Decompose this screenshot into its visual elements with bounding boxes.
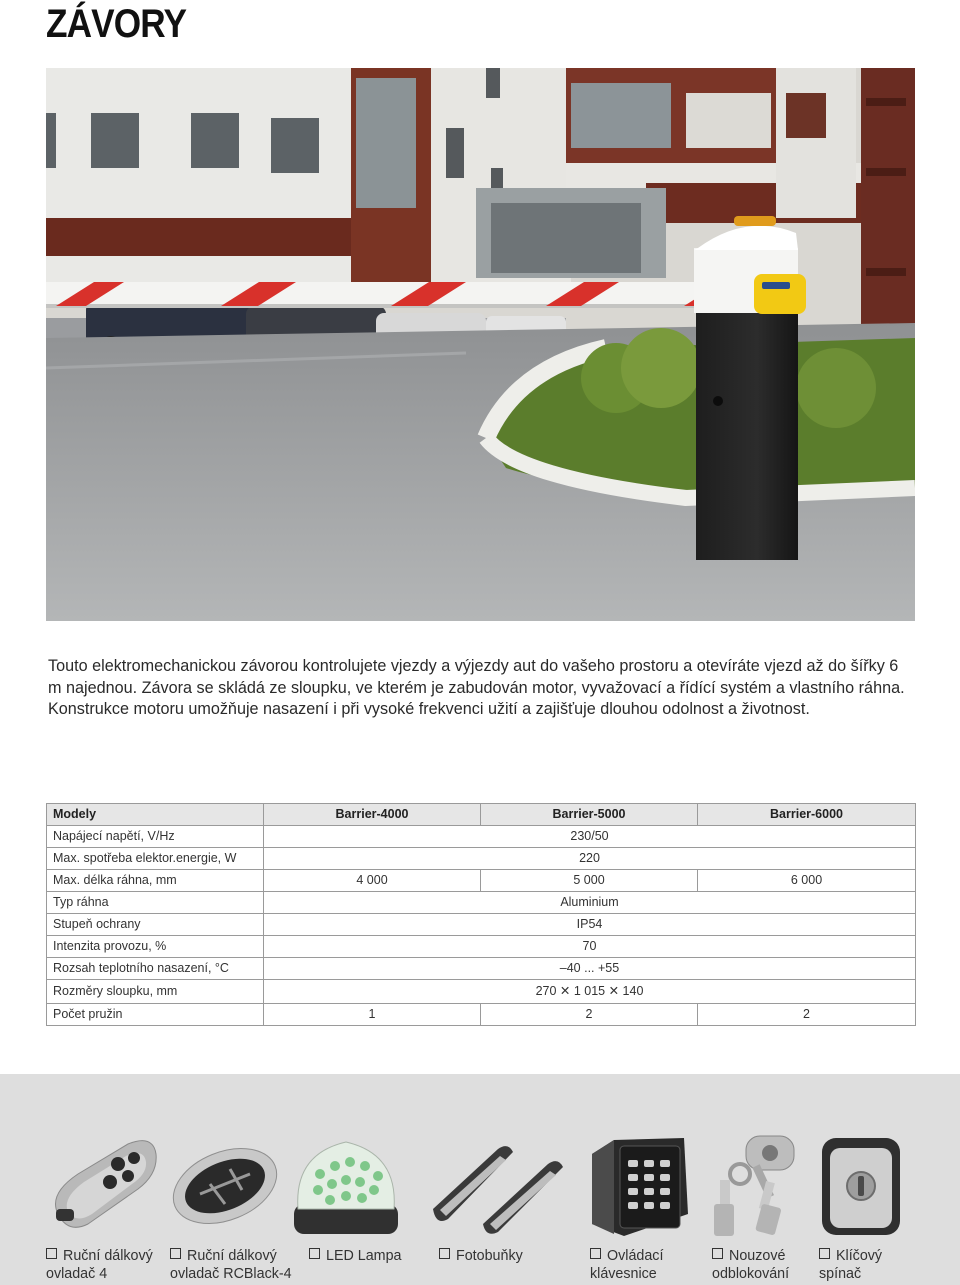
row-value: 270 ✕ 1 015 ✕ 140 <box>264 980 916 1004</box>
row-value: IP54 <box>264 914 916 936</box>
header-barrier-5000: Barrier-5000 <box>481 804 698 826</box>
row-value: 230/50 <box>264 826 916 848</box>
accessory-key-switch: Klíčový spínač <box>819 1248 883 1282</box>
row-value: 6 000 <box>698 870 916 892</box>
row-label: Rozměry sloupku, mm <box>47 980 264 1004</box>
specs-table <box>46 803 916 1026</box>
row-label: Rozsah teplotního nasazení, °C <box>47 958 264 980</box>
row-label: Stupeň ochrany <box>47 914 264 936</box>
remote-control-rcblack-image <box>170 1134 280 1239</box>
table-row <box>47 980 916 1004</box>
header-barrier-4000: Barrier-4000 <box>264 804 481 826</box>
accessory-photocells: Fotobuňky <box>439 1247 523 1265</box>
table-row <box>47 914 916 936</box>
checkbox-icon <box>46 1248 57 1259</box>
row-label: Počet pružin <box>47 1004 264 1026</box>
row-value: Aluminium <box>264 892 916 914</box>
row-value: –40 ... +55 <box>264 958 916 980</box>
barrier-photo <box>46 68 915 621</box>
checkbox-icon <box>819 1248 830 1259</box>
row-label: Typ ráhna <box>47 892 264 914</box>
photocells-image <box>428 1134 568 1239</box>
row-value: 2 <box>481 1004 698 1026</box>
accessory-emergency-release: Nouzové odblokování <box>712 1248 790 1282</box>
table-row <box>47 826 916 848</box>
table-row <box>47 892 916 914</box>
table-row <box>47 1004 916 1026</box>
header-models: Modely <box>47 804 264 826</box>
led-lamp-image <box>290 1134 402 1244</box>
row-value: 5 000 <box>481 870 698 892</box>
table-row <box>47 958 916 980</box>
accessories-section <box>0 1074 960 1285</box>
page-title: ZÁVORY <box>46 2 187 46</box>
accessory-keypad: Ovládací klávesnice <box>590 1248 664 1282</box>
row-value: 2 <box>698 1004 916 1026</box>
row-label: Max. spotřeba elektor.energie, W <box>47 848 264 870</box>
row-value: 1 <box>264 1004 481 1026</box>
key-switch-image <box>818 1134 904 1244</box>
table-row <box>47 870 916 892</box>
checkbox-icon <box>590 1248 601 1259</box>
keypad-image <box>584 1134 692 1244</box>
intro-paragraph: Touto elektromechanickou závorou kontrolujete vjezdy a výjezdy aut do vašeho prostoru a otevíráte vjezd až do šířky 6 m najednou. Závora se skládá ze sloupku, ve kterém je zabudován motor, vyvažovací a řídící systém a vlastního ráhna. Konstrukce motoru umožňuje nasazení i při vysoké frekvenci užití a zajišťuje dlouhou odolnost a životnost. <box>48 657 905 719</box>
row-label: Intenzita provozu, % <box>47 936 264 958</box>
emergency-release-keys-image <box>706 1134 802 1244</box>
checkbox-icon <box>309 1248 320 1259</box>
accessory-remote-control-4: Ruční dálkový ovladač 4 <box>46 1248 153 1282</box>
row-value: 220 <box>264 848 916 870</box>
table-row <box>47 936 916 958</box>
accessory-remote-control-rcblack: Ruční dálkový ovladač RCBlack-4 <box>170 1248 292 1282</box>
header-barrier-6000: Barrier-6000 <box>698 804 916 826</box>
table-header-row <box>47 804 916 826</box>
checkbox-icon <box>170 1248 181 1259</box>
remote-control-4-image <box>48 1134 160 1239</box>
accessory-led-lamp: LED Lampa <box>309 1247 402 1265</box>
row-label: Max. délka ráhna, mm <box>47 870 264 892</box>
row-value: 70 <box>264 936 916 958</box>
row-label: Napájecí napětí, V/Hz <box>47 826 264 848</box>
row-value: 4 000 <box>264 870 481 892</box>
checkbox-icon <box>712 1248 723 1259</box>
checkbox-icon <box>439 1248 450 1259</box>
table-row <box>47 848 916 870</box>
